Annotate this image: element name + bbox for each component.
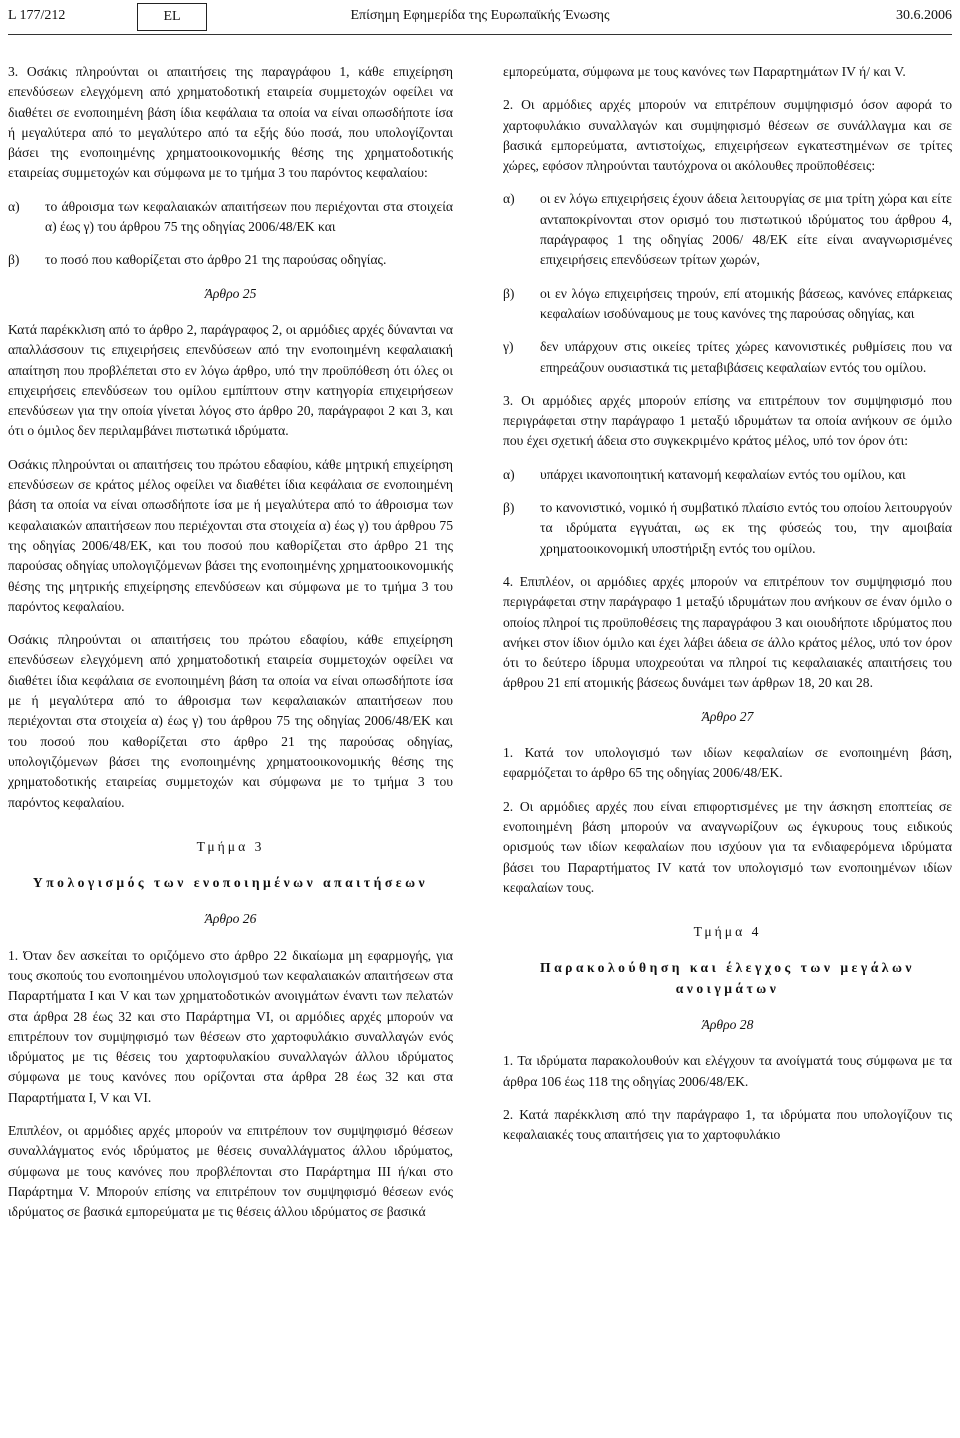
article-heading: Άρθρο 25: [204, 285, 257, 301]
journal-title: Επίσημη Εφημερίδα της Ευρωπαϊκής Ένωσης: [350, 8, 610, 23]
list-item-label: α): [503, 466, 515, 482]
section-title: Παρακολούθηση και έλεγχος των μεγάλων ανοιγμάτων: [540, 960, 915, 996]
list-item-text: δεν υπάρχουν στις οικείες τρίτες χώρες κανονιστικές ρυθμίσεις που να επηρεάζουν ουσιαστικά τις μεταβιβάσεις κεφαλαίων εντός του ομίλου.: [540, 339, 952, 375]
paragraph: Κατά παρέκκλιση από το άρθρο 2, παράγραφος 2, οι αρμόδιες αρχές δύνανται να απαλλάσσουν τις επιχειρήσεις επενδύσεων από την ενοποιημένη κεφαλαιακή απαίτηση που προβλέπεται στο εν λόγω άρθρο, υπό την προϋπόθεση ότι όλες οι επιχειρήσεις επενδύσεων του ομίλου εμπίπτουν στην κατηγορία επιχειρήσεων επενδύσεων για την οποία γίνεται λόγος στο άρθρο 20, παράγραφοι 2 και 3, και ότι ο όμιλος δεν περιλαμβάνει πιστωτικά ιδρύματα.: [8, 321, 453, 439]
section-label: Τμήμα 4: [693, 924, 762, 940]
header-rule: [8, 34, 952, 35]
list-item-text: οι εν λόγω επιχειρήσεις έχουν άδεια λειτουργίας σε μια τρίτη χώρα και είτε ανταποκρίνονται στον ορισμό του πιστωτικού ιδρύματος του άρθρου 4, παράγραφος 1 της οδηγίας 2006/ 48/ΕΚ είτε είναι αναγνωρισμένες επιχειρήσεις επενδύσεων τρίτων χωρών,: [540, 191, 952, 268]
list-item-label: γ): [503, 339, 514, 355]
list-item: [8, 197, 453, 238]
list-item-label: β): [8, 252, 20, 268]
list-item-label: α): [503, 191, 515, 207]
paragraph: Οσάκις πληρούνται οι απαιτήσεις του πρώτου εδαφίου, κάθε μητρική επιχείρηση επενδύσεων σε κράτος μέλος οφείλει να διαθέτει ίδια κεφάλαια σε ενοποιημένη βάση τα οποία να είναι οπωσδήποτε ίσα με ή μεγαλύτερα από το άθροισμα των κεφαλαιακών απαιτήσεων που περιέχονται στα στοιχεία α) έως γ) του άρθρου 75 της οδηγίας 2006/48/ΕΚ, και του ποσού που καθορίζεται στο άρθρο 21 της παρούσας οδηγίας υπολογιζόμενων βάσει της ενοποιημένης χρηματοοικονομικής θέσης της μητρικής επιχείρησης επενδύσεων και σύμφωνα με το τμήμα 3 του παρόντος κεφαλαίου.: [8, 456, 453, 614]
paragraph: 4. Επιπλέον, οι αρμόδιες αρχές μπορούν να επιτρέπουν τον συμψηφισμό που περιγράφεται στην παράγραφο 1 μεταξύ ιδρυμάτων που ανήκουν σε έναν όμιλο ο οποίος πληροί τις προϋποθέσεις της παραγράφου 3 και οιουδήποτε ιδρύματος που ανήκει στον ίδιον όμιλο και έχει λάβει άδεια σε άλλο κράτος μέλος, υπό τον όρον ότι το δεύτερο ίδρυμα υποχρεούται να πληροί τις κεφαλαιακές απαιτήσεις του άρθρου 21 επί ατομικής βάσεως δυνάμει των άρθρων 18, 20 και 28.: [503, 573, 952, 691]
publication-date: 30.6.2006: [896, 8, 952, 23]
list-item-label: β): [503, 285, 515, 301]
list-item: [8, 250, 453, 270]
list-item-text: το ποσό που καθορίζεται στο άρθρο 21 της παρούσας οδηγίας.: [45, 252, 387, 268]
list-item: [503, 465, 952, 485]
paragraph: Επιπλέον, οι αρμόδιες αρχές μπορούν να επιτρέπουν τον συμψηφισμό θέσεων συναλλάγματος ενός ιδρύματος με θέσεις συναλλάγματος άλλου ιδρύματος, σύμφωνα με τους κανόνες που προβλέπονται στο Παράρτημα III ή/και στο Παράρτημα V. Μπορούν επίσης να επιτρέπουν τον συμψηφισμό θέσεων ενός ιδρύματος σε βασικά εμπορεύματα με τις θέσεις άλλου ιδρύματος σε βασικά: [8, 1123, 453, 1220]
list-item: [503, 189, 952, 270]
paragraph: 1. Κατά τον υπολογισμό των ιδίων κεφαλαίων σε ενοποιημένη βάση, εφαρμόζεται το άρθρο 65 της οδηγίας 2006/48/ΕΚ.: [503, 745, 952, 781]
paragraph: 2. Κατά παρέκκλιση από την παράγραφο 1, τα ιδρύματα που υπολογίζουν τις κεφαλαιακές τους απαιτήσεις για το χαρτοφυλάκιο: [503, 1106, 952, 1143]
section-label: Τμήμα 3: [196, 838, 265, 854]
article-heading: Άρθρο 27: [701, 708, 754, 724]
list-item-text: οι εν λόγω επιχειρήσεις τηρούν, επί ατομικής βάσεως, κανόνες επάρκειας κεφαλαίων ισοδύναμους με τους κανόνες της παρούσας οδηγίας, και: [540, 285, 952, 321]
list-item-text: υπάρχει ικανοποιητική κατανομή κεφαλαίων εντός του ομίλου, και: [540, 466, 906, 482]
paragraph: 1. Τα ιδρύματα παρακολουθούν και ελέγχουν τα ανοίγματά τους σύμφωνα με τα άρθρα 106 έως 118 της οδηγίας 2006/48/ΕΚ.: [503, 1053, 952, 1089]
list-item-text: το άθροισμα των κεφαλαιακών απαιτήσεων που περιέχονται στα στοιχεία α) έως γ) του άρθρου 75 της οδηγίας 2006/48/ΕΚ και: [45, 198, 453, 235]
article-heading: Άρθρο 26: [204, 911, 257, 927]
page-reference: L 177/212: [8, 8, 66, 23]
paragraph: 1. Όταν δεν ασκείται το οριζόμενο στο άρθρο 22 δικαίωμα μη εφαρμογής, για τους σκοπούς του ενοποιημένου υπολογισμού των κεφαλαιακών απαιτήσεων στα Παραρτήματα I και V και των χρηματοδοτικών ανοιγμάτων έναντι των πελατών στα άρθρα 28 έως 32 και στο Παράρτημα VI, οι αρμόδιες αρχές μπορούν να επιτρέπουν τον συμψηφισμό των θέσεων στο χαρτοφυλάκιο συναλλαγών ενός ιδρύματος με τις θέσεις του χαρτοφυλακίου συναλλαγών άλλου ιδρύματος σύμφωνα με τους κανόνες που ορίζονται στα άρθρα 28 έως 32 και στα Παραρτήματα I, V και VI.: [8, 947, 453, 1105]
language-badge: EL: [137, 3, 207, 31]
page-header: [0, 0, 960, 40]
right-column: [503, 62, 952, 1147]
list-item-label: α): [8, 198, 20, 214]
paragraph: εμπορεύματα, σύμφωνα με τους κανόνες των Παραρτημάτων IV ή/ και V.: [503, 64, 906, 79]
paragraph: 2. Οι αρμόδιες αρχές που είναι επιφορτισμένες με την άσκηση εποπτείας σε ενοποιημένη βάση μπορούν να αναγνωρίζουν ως έγκυρους τους ειδικούς ορισμούς των ιδίων κεφαλαίων που ισχύουν για τα ενδιαφερόμενα ιδρύματα βάσει του Παραρτήματος IV κατά τον υπολογισμό των ενοποιημένων ιδίων κεφαλαίων τους.: [503, 798, 952, 895]
section-title: Υπολογισμός των ενοποιημένων απαιτήσεων: [32, 875, 429, 891]
paragraph: 3. Οι αρμόδιες αρχές μπορούν επίσης να επιτρέπουν τον συμψηφισμό που περιγράφεται στην παράγραφο 1 μεταξύ ιδρυμάτων τα οποία ανήκουν σε όμιλο που έχει σχετική άδεια στο συγκεκριμένο κράτος μέλος, υπό τον όρον ότι:: [503, 392, 952, 449]
paragraph: 3. Οσάκις πληρούνται οι απαιτήσεις της παραγράφου 1, κάθε επιχείρηση επενδύσεων ελεγχόμενη από χρηματοδοτική εταιρεία συμμετοχών οφείλει να διαθέτει σε ενοποιημένη βάση ίδια κεφάλαια τα οποία να είναι οπωσδήποτε ίσα ή μεγαλύτερα από το μεγαλύτερο από τα εξής δύο ποσά, που υπολογίζονται βάσει της ενοποιημένης χρηματοοικονομικής θέσης της χρηματοδοτικής εταιρείας συμμετοχών και σύμφωνα με το τμήμα 3 του παρόντος κεφαλαίου:: [8, 64, 453, 181]
left-column: [8, 62, 453, 1225]
paragraph: Οσάκις πληρούνται οι απαιτήσεις του πρώτου εδαφίου, κάθε επιχείρηση επενδύσεων ελεγχόμενη από χρηματοδοτική εταιρεία συμμετοχών οφείλει να διαθέτει ίδια κεφάλαια σε ενοποιημένη βάση τα οποία να είναι οπωσδήποτε ίσα με ή μεγαλύτερα από το άθροισμα των κεφαλαιακών απαιτήσεων που περιέχονται στα στοιχεία α) έως γ) του άρθρου 75 της οδηγίας 2006/48/ΕΚ και του ποσού που καθορίζεται στο άρθρο 21 της παρούσας οδηγίας, υπολογιζόμενων βάσει της ενοποιημένης χρηματοοικονομικής θέσης της χρηματοδοτικής εταιρείας συμμετοχών και σύμφωνα με το τμήμα 3 του παρόντος κεφαλαίου.: [8, 632, 453, 810]
list-item-text: το κανονιστικό, νομικό ή συμβατικό πλαίσιο εντός του οποίου λειτουργούν τα ιδρύματα εγγυάται, ως εκ της φύσεώς του, την αμοιβαία χρηματοοικονομική υποστήριξη εντός του ομίλου.: [540, 500, 952, 556]
list-item: [503, 284, 952, 325]
list-item: [503, 337, 952, 378]
paragraph: 2. Οι αρμόδιες αρχές μπορούν να επιτρέπουν συμψηφισμό όσον αφορά το χαρτοφυλάκιο συναλλαγών και συμψηφισμό θέσεων σε συνάλλαγμα και σε βασικά εμπορεύματα, αντιστοίχως, επιχειρήσεων εγκατεστημένων σε τρίτες χώρες, εφόσον πληρούνται ταυτόχρονα οι ακόλουθες προϋποθέσεις:: [503, 97, 952, 174]
list-item: [503, 498, 952, 559]
list-item-label: β): [503, 500, 515, 516]
article-heading: Άρθρο 28: [701, 1016, 754, 1032]
